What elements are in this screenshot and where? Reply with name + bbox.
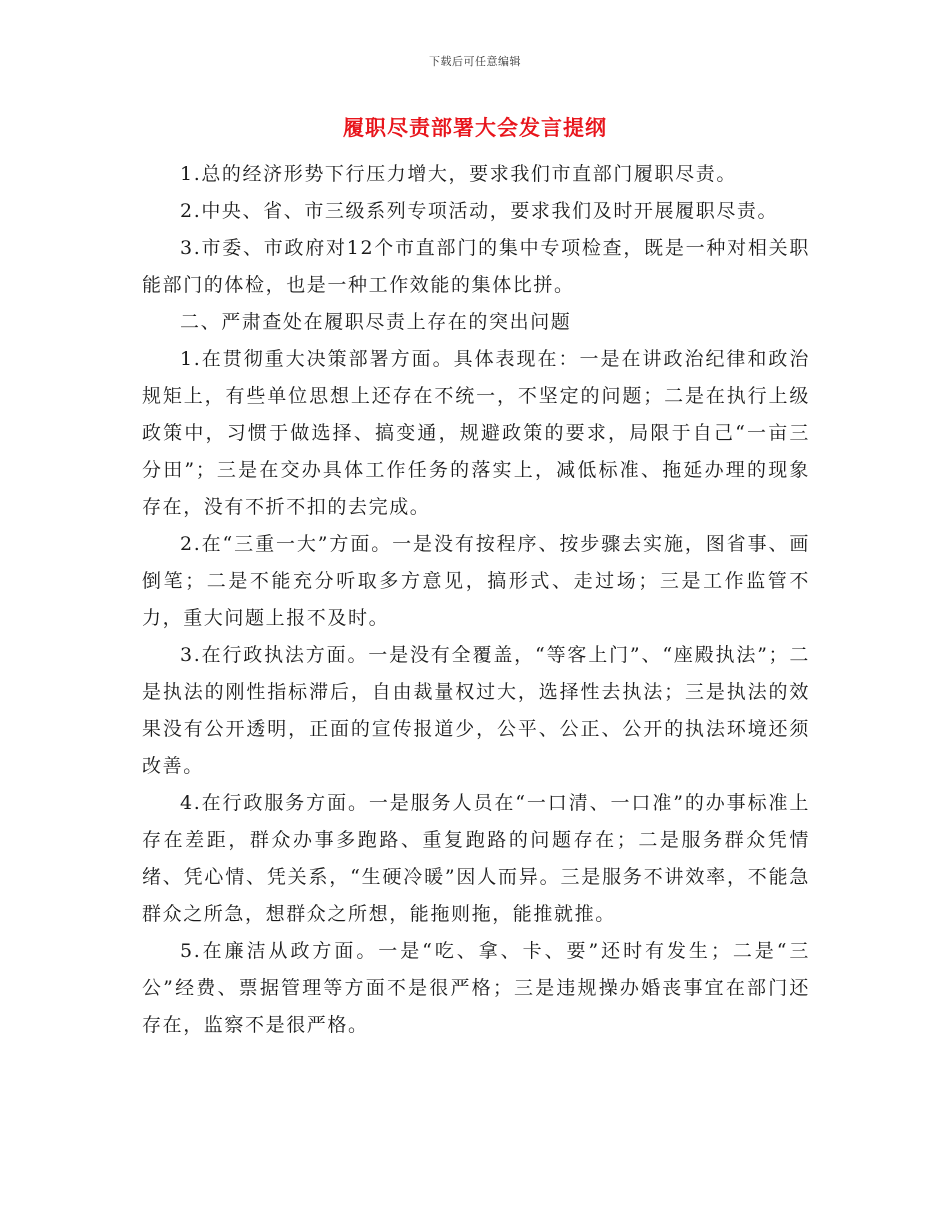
paragraph: 5.在廉洁从政方面。一是“吃、拿、卡、要”还时有发生；二是“三公”经费、票据管理等方面不是很严格；三是违规操办婚丧事宜在部门还存在，监察不是很严格。 (142, 940, 810, 1036)
paragraph: 2.中央、省、市三级系列专项活动，要求我们及时开展履职尽责。 (180, 200, 779, 222)
section-heading: 二、严肃查处在履职尽责上存在的突出问题 (180, 311, 572, 333)
document-title: 履职尽责部署大会发言提纲 (343, 116, 607, 140)
paragraph: 1.总的经济形势下行压力增大，要求我们市直部门履职尽责。 (180, 163, 737, 185)
paragraph: 3.市委、市政府对12个市直部门的集中专项检查，既是一种对相关职能部门的体检，也是一种工作效能的集体比拼。 (142, 237, 810, 296)
paragraph: 3.在行政执法方面。一是没有全覆盖，“等客上门”、“座殿执法”；二是执法的刚性指标滞后，自由裁量权过大，选择性去执法；三是执法的效果没有公开透明，正面的宣传报道少，公平、公正、公开的执法环境还须改善。 (142, 644, 810, 777)
paragraph: 4.在行政服务方面。一是服务人员在“一口清、一口准”的办事标准上存在差距，群众办事多跑路、重复跑路的问题存在；二是服务群众凭情绪、凭心情、凭关系，“生硬冷暖”因人而异。三是服务不讲效率，不能急群众之所急，想群众之所想，能拖则拖，能推就推。 (142, 792, 810, 925)
header-note: 下载后可任意编辑 (429, 55, 521, 68)
paragraph: 2.在“三重一大”方面。一是没有按程序、按步骤去实施，图省事、画倒笔；二是不能充分听取多方意见，搞形式、走过场；三是工作监管不力，重大问题上报不及时。 (142, 533, 810, 629)
paragraph: 1.在贯彻重大决策部署方面。具体表现在：一是在讲政治纪律和政治规矩上，有些单位思想上还存在不统一，不坚定的问题；二是在执行上级政策中，习惯于做选择、搞变通，规避政策的要求，局限于自己“一亩三分田”；三是在交办具体工作任务的落实上，减低标准、拖延办理的现象存在，没有不折不扣的去完成。 (142, 348, 810, 518)
document-body (142, 156, 810, 1044)
